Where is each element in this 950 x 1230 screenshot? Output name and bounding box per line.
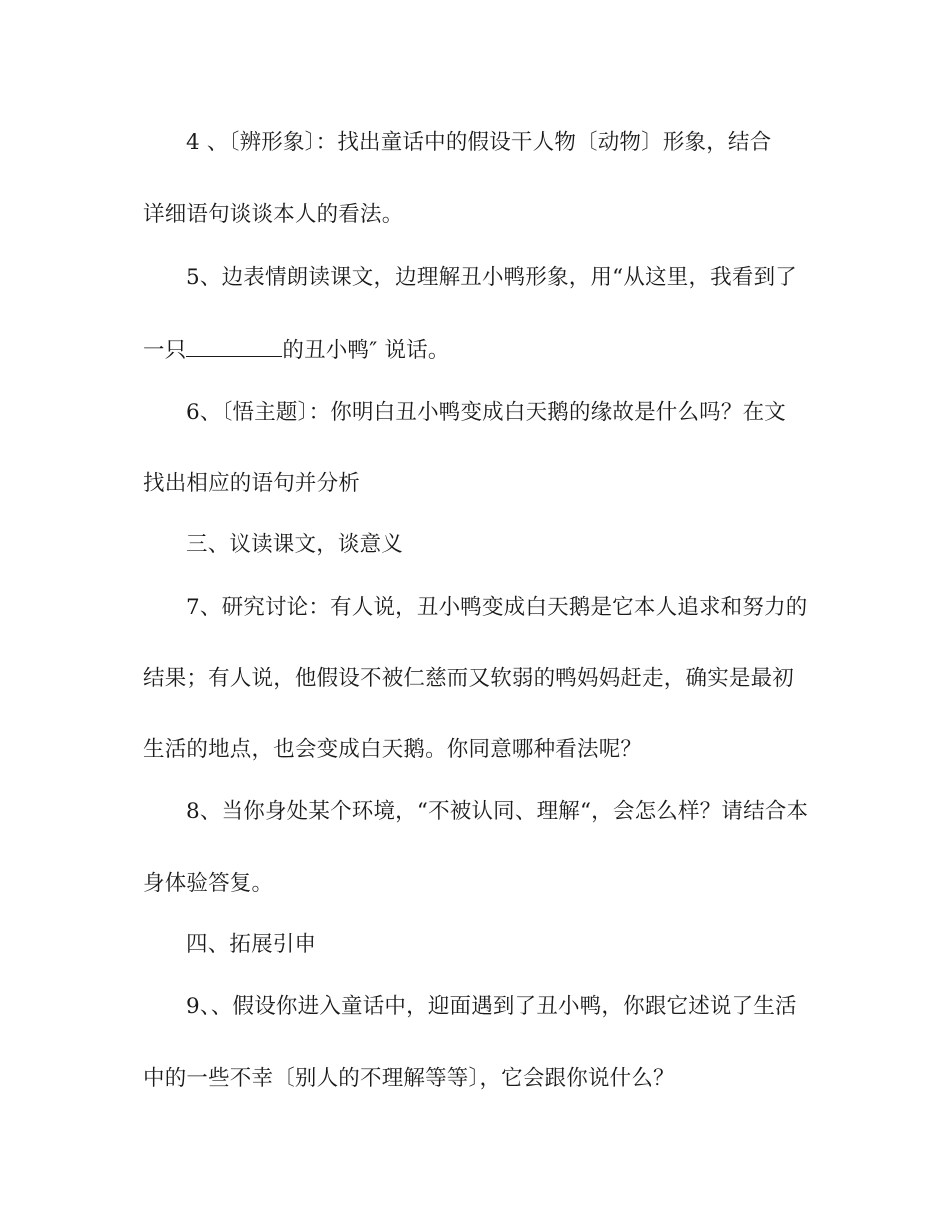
paragraph-line: 身体验答复。 [143, 871, 274, 896]
section-heading: 三、议读课文，谈意义 [186, 532, 404, 557]
paragraph-line [143, 336, 813, 366]
paragraph-line: 详细语句谈谈本人的看法。 [143, 202, 404, 227]
line-suffix: 的丑小鸭″ 说话。 [282, 338, 450, 363]
paragraph-line: 6、〔悟主题〕：你明白丑小鸭变成白天鹅的缘故是什么吗？在文 [186, 400, 786, 425]
paragraph-line: 结果；有人说，他假设不被仁慈而又软弱的鸭妈妈赶走，确实是最初 [143, 666, 795, 691]
paragraph-line: 找出相应的语句并分析 [143, 471, 361, 496]
paragraph-line: 中的一些不幸〔别人的不理解等等〕，它会跟你说什么？ [143, 1066, 675, 1091]
paragraph-line: 7、研究讨论：有人说，丑小鸭变成白天鹅是它本人追求和努力的 [186, 595, 808, 620]
section-heading: 四、拓展引申 [186, 932, 317, 957]
paragraph-line: 8、当你身处某个环境，“不被认同、理解“，会怎么样？请结合本 [186, 799, 809, 824]
fill-in-blank [186, 338, 282, 357]
paragraph-line: 5、边表情朗读课文，边理解丑小鸭形象，用“从这里，我看到了 [186, 265, 797, 290]
paragraph-line: 9、、假设你进入童话中，迎面遇到了丑小鸭，你跟它述说了生活 [186, 994, 797, 1019]
paragraph-line: 生活的地点，也会变成白天鹅。你同意哪种看法呢？ [143, 737, 643, 762]
line-prefix: 一只 [143, 338, 187, 363]
paragraph-line: 4 、〔辨形象〕：找出童话中的假设干人物〔动物〕形象，结合 [186, 130, 772, 155]
